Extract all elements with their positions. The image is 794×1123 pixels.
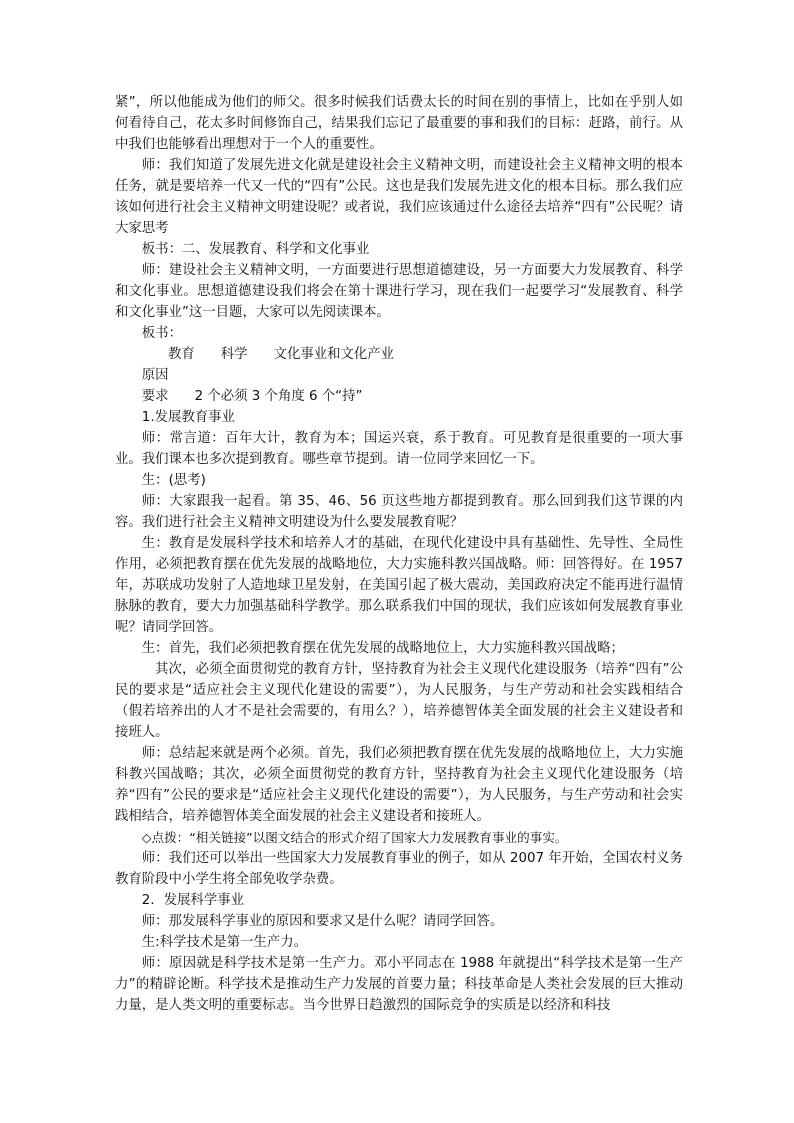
tip-note: ◇点拨：“相关链接”以图文结合的形式介绍了国家大力发展教育事业的事实。 bbox=[141, 830, 568, 845]
paragraph-p09: 师：大家跟我一起看。第 35、46、56 页这些地方都提到教育。那么回到我们这节课的内容。我们进行社会主义精神文明建设为什么要发展教育呢？ bbox=[115, 494, 683, 530]
paragraph-p15: 师：我们还可以举出一些国家大力发展教育事业的例子，如从 2007 年开始，全国农村义务教育阶段中小学生将全部免收学杂费。 bbox=[115, 851, 683, 887]
paragraph-p04: 师：建设社会主义精神文明，一方面要进行思想道德建设，另一方面要大力发展教育、科学和文化事业。思想道德建设我们将会在第十课进行学习，现在我们一起要学习“发展教育、科学和文化事业”这一目题，大家可以先阅读课本。 bbox=[115, 263, 683, 320]
paragraph-p08: 生：(思考) bbox=[141, 473, 206, 488]
paragraph-p11: 生：首先，我们必须把教育摆在优先发展的战略地位上，大力实施科教兴国战略； bbox=[141, 641, 624, 656]
paragraph-p19: 师：原因就是科学技术是第一生产力。邓小平同志在 1988 年就提出“科学技术是第一生产力”的精辟论断。科学技术是推动生产力发展的首要力量；科技革命是人类社会发展的巨大推动力量，是人类文明的重要标志。当今世界日趋激烈的国际竞争的实质是以经济和科技 bbox=[115, 956, 683, 1013]
section-heading-science: 2．发展科学事业 bbox=[141, 893, 245, 908]
paragraph-p17: 师：那发展科学事业的原因和要求又是什么呢？请同学回答。 bbox=[141, 914, 504, 929]
paragraph-p12: 其次，必须全面贯彻党的教育方针，坚持教育为社会主义现代化建设服务（培养“四有”公民的要求是“适应社会主义现代化建设的需要”），为人民服务，与生产劳动和社会实践相结合（假若培养出的人才不是社会需要的，有用么？），培养德智体美全面发展的社会主义建设者和接班人。 bbox=[115, 662, 683, 740]
board-label: 板书： bbox=[141, 326, 182, 341]
document-page bbox=[115, 92, 683, 1016]
paragraph-p07: 师：常言道：百年大计，教育为本；国运兴衰，系于教育。可见教育是很重要的一项大事业。我们课本也多次提到教育。哪些章节提到。请一位同学来回忆一下。 bbox=[115, 431, 683, 467]
board-demand-label: 要求 bbox=[141, 389, 169, 404]
paragraph-p18: 生:科学技术是第一生产力。 bbox=[141, 935, 307, 950]
board-demand-text: 2 个必须 3 个角度 6 个“持” bbox=[194, 389, 363, 404]
board-reason-label: 原因 bbox=[141, 368, 169, 383]
paragraph-p13: 师：总结起来就是两个必须。首先，我们必须把教育摆在优先发展的战略地位上，大力实施科教兴国战略；其次，必须全面贯彻党的教育方针，坚持教育为社会主义现代化建设服务（培养“四有”公民的要求是“适应社会主义现代化建设的需要”），为人民服务，与生产劳动和社会实践相结合，培养德智体美全面发展的社会主义建设者和接班人。 bbox=[115, 746, 683, 824]
board-heading: 板书：二、发展教育、科学和文化事业 bbox=[141, 242, 370, 257]
paragraph-p01: 紧”，所以他能成为他们的师父。很多时候我们话费太长的时间在别的事情上，比如在乎别人如何看待自己，花太多时间修饰自己，结果我们忘记了最重要的事和我们的目标：赶路，前行。从中我们也能够看出理想对于一个人的重要性。 bbox=[115, 95, 683, 152]
board-header-education: 教育 bbox=[168, 347, 195, 362]
board-table-header bbox=[168, 344, 683, 365]
board-header-science: 科学 bbox=[220, 347, 248, 362]
board-row-demand bbox=[115, 386, 683, 407]
paragraph-p10: 生：教育是发展科学技术和培养人才的基础，在现代化建设中具有基础性、先导性、全局性作用，必须把教育摆在优先发展的战略地位，大力实施科教兴国战略。师：回答得好。在 1957 年，苏联成功发射了人造地球卫星发射，在美国引起了极大震动，美国政府决定不能再进行温情脉脉的教育，要大力加强基础科学教学。那么联系我们中国的现状，我们应该如何发展教育事业呢？请同学回答。 bbox=[115, 536, 683, 635]
board-row-reason bbox=[115, 365, 683, 386]
section-heading-education: 1.发展教育事业 bbox=[141, 410, 235, 425]
paragraph-p02: 师：我们知道了发展先进文化就是建设社会主义精神文明，而建设社会主义精神文明的根本任务，就是要培养一代又一代的“四有”公民。这也是我们发展先进文化的根本目标。那么我们应该如何进行社会主义精神文明建设呢？或者说，我们应该通过什么途径去培养“四有”公民呢？请大家思考 bbox=[115, 158, 683, 236]
board-header-culture: 文化事业和文化产业 bbox=[273, 347, 395, 362]
